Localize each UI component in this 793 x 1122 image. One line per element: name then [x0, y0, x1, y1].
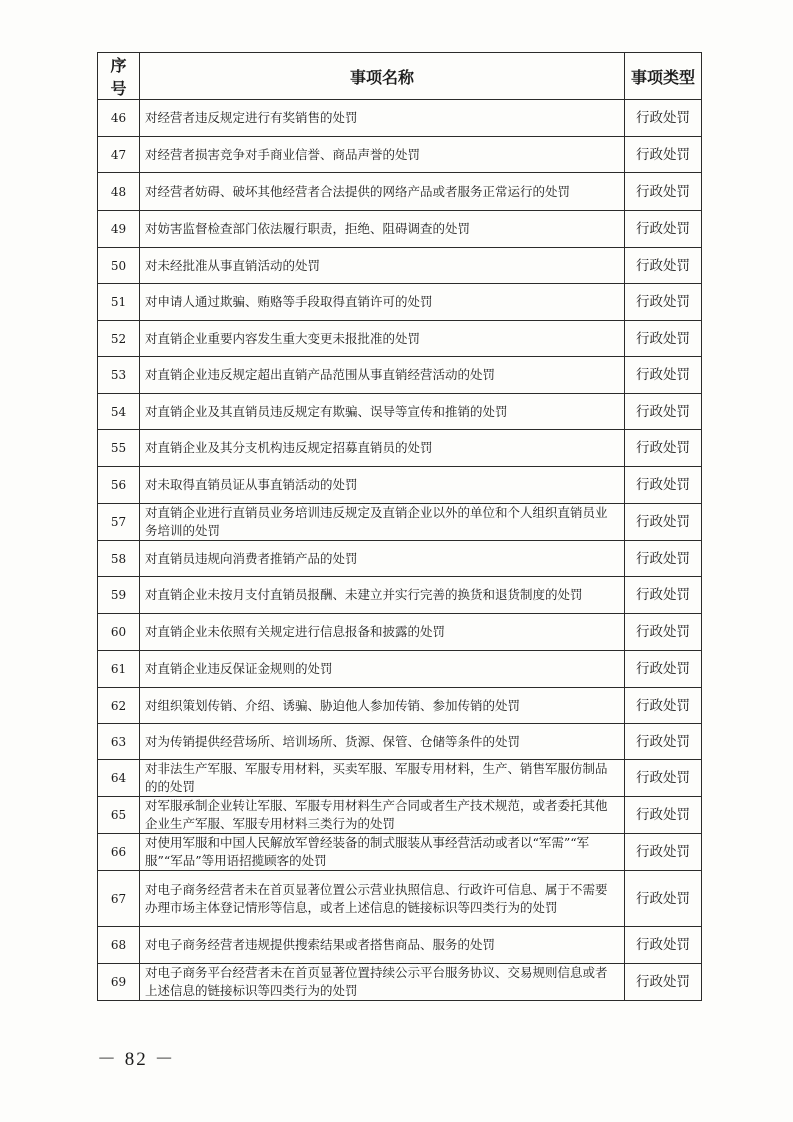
table-row — [98, 927, 702, 964]
table-row — [98, 834, 702, 871]
item-name-cell: 对未经批准从事直销活动的处罚 — [140, 248, 625, 284]
serial-number-cell: 62 — [98, 688, 140, 724]
item-type-cell: 行政处罚 — [625, 248, 702, 284]
header-serial-number: 序号 — [98, 53, 140, 100]
table-row — [98, 137, 702, 173]
item-name-cell: 对电子商务经营者未在首页显著位置公示营业执照信息、行政许可信息、属于不需要办理市场主体登记情形等信息，或者上述信息的链接标识等四类行为的处罚 — [140, 871, 625, 927]
table-row — [98, 284, 702, 321]
item-type-cell: 行政处罚 — [625, 467, 702, 504]
item-name-cell: 对直销企业违反保证金规则的处罚 — [140, 651, 625, 688]
item-type-cell: 行政处罚 — [625, 284, 702, 321]
item-type-cell: 行政处罚 — [625, 964, 702, 1001]
serial-number-cell: 69 — [98, 964, 140, 1001]
table-row — [98, 430, 702, 467]
table-row — [98, 541, 702, 577]
item-type-cell: 行政处罚 — [625, 577, 702, 614]
table-row — [98, 100, 702, 137]
serial-number-cell: 51 — [98, 284, 140, 321]
item-name-cell: 对直销企业重要内容发生重大变更未报批准的处罚 — [140, 321, 625, 357]
serial-number-cell: 64 — [98, 760, 140, 797]
table-row — [98, 173, 702, 211]
table-row — [98, 651, 702, 688]
table-row — [98, 614, 702, 651]
item-type-cell: 行政处罚 — [625, 430, 702, 467]
serial-number-cell: 68 — [98, 927, 140, 964]
serial-number-cell: 65 — [98, 797, 140, 834]
item-name-cell: 对电子商务平台经营者未在首页显著位置持续公示平台服务协议、交易规则信息或者上述信息的链接标识等四类行为的处罚 — [140, 964, 625, 1001]
table-row — [98, 688, 702, 724]
item-type-cell: 行政处罚 — [625, 651, 702, 688]
item-type-cell: 行政处罚 — [625, 100, 702, 137]
table-header-row — [98, 53, 702, 100]
table-row — [98, 724, 702, 760]
items-table — [97, 52, 702, 1001]
item-name-cell: 对直销企业违反规定超出直销产品范围从事直销经营活动的处罚 — [140, 357, 625, 394]
item-name-cell: 对经营者违反规定进行有奖销售的处罚 — [140, 100, 625, 137]
serial-number-cell: 61 — [98, 651, 140, 688]
serial-number-cell: 59 — [98, 577, 140, 614]
table-row — [98, 577, 702, 614]
table-row — [98, 871, 702, 927]
header-item-type: 事项类型 — [625, 53, 702, 100]
item-type-cell: 行政处罚 — [625, 871, 702, 927]
item-type-cell: 行政处罚 — [625, 357, 702, 394]
item-name-cell: 对直销企业及其直销员违反规定有欺骗、误导等宣传和推销的处罚 — [140, 394, 625, 430]
serial-number-cell: 63 — [98, 724, 140, 760]
item-name-cell: 对直销员违规向消费者推销产品的处罚 — [140, 541, 625, 577]
table-row — [98, 467, 702, 504]
item-type-cell: 行政处罚 — [625, 211, 702, 248]
item-type-cell: 行政处罚 — [625, 173, 702, 211]
item-type-cell: 行政处罚 — [625, 541, 702, 577]
serial-number-cell: 67 — [98, 871, 140, 927]
serial-number-cell: 49 — [98, 211, 140, 248]
item-type-cell: 行政处罚 — [625, 394, 702, 430]
serial-number-cell: 60 — [98, 614, 140, 651]
serial-number-cell: 52 — [98, 321, 140, 357]
serial-number-cell: 47 — [98, 137, 140, 173]
item-type-cell: 行政处罚 — [625, 760, 702, 797]
table-row — [98, 760, 702, 797]
table-row — [98, 964, 702, 1001]
item-type-cell: 行政处罚 — [625, 724, 702, 760]
table-row — [98, 321, 702, 357]
item-name-cell: 对经营者损害竞争对手商业信誉、商品声誉的处罚 — [140, 137, 625, 173]
header-item-name: 事项名称 — [140, 53, 625, 100]
item-type-cell: 行政处罚 — [625, 927, 702, 964]
serial-number-cell: 50 — [98, 248, 140, 284]
table-row — [98, 797, 702, 834]
table-row — [98, 211, 702, 248]
serial-number-cell: 56 — [98, 467, 140, 504]
item-name-cell: 对直销企业未依照有关规定进行信息报备和披露的处罚 — [140, 614, 625, 651]
item-type-cell: 行政处罚 — [625, 137, 702, 173]
table-row — [98, 394, 702, 430]
serial-number-cell: 57 — [98, 504, 140, 541]
serial-number-cell: 48 — [98, 173, 140, 211]
item-name-cell: 对经营者妨碍、破坏其他经营者合法提供的网络产品或者服务正常运行的处罚 — [140, 173, 625, 211]
item-name-cell: 对申请人通过欺骗、贿赂等手段取得直销许可的处罚 — [140, 284, 625, 321]
item-name-cell: 对电子商务经营者违规提供搜索结果或者搭售商品、服务的处罚 — [140, 927, 625, 964]
item-name-cell: 对组织策划传销、介绍、诱骗、胁迫他人参加传销、参加传销的处罚 — [140, 688, 625, 724]
serial-number-cell: 54 — [98, 394, 140, 430]
item-name-cell: 对直销企业及其分支机构违反规定招募直销员的处罚 — [140, 430, 625, 467]
item-name-cell: 对直销企业进行直销员业务培训违反规定及直销企业以外的单位和个人组织直销员业务培训的处罚 — [140, 504, 625, 541]
item-type-cell: 行政处罚 — [625, 688, 702, 724]
table-row — [98, 248, 702, 284]
serial-number-cell: 58 — [98, 541, 140, 577]
table-row — [98, 504, 702, 541]
item-name-cell: 对使用军服和中国人民解放军曾经装备的制式服装从事经营活动或者以“军需”“军服”“军品”等用语招揽顾客的处罚 — [140, 834, 625, 871]
item-name-cell: 对非法生产军服、军服专用材料，买卖军服、军服专用材料，生产、销售军服仿制品的的处罚 — [140, 760, 625, 797]
item-name-cell: 对军服承制企业转让军服、军服专用材料生产合同或者生产技术规范，或者委托其他企业生产军服、军服专用材料三类行为的处罚 — [140, 797, 625, 834]
serial-number-cell: 55 — [98, 430, 140, 467]
serial-number-cell: 53 — [98, 357, 140, 394]
serial-number-cell: 66 — [98, 834, 140, 871]
item-type-cell: 行政处罚 — [625, 321, 702, 357]
item-name-cell: 对直销企业未按月支付直销员报酬、未建立并实行完善的换货和退货制度的处罚 — [140, 577, 625, 614]
item-type-cell: 行政处罚 — [625, 834, 702, 871]
item-type-cell: 行政处罚 — [625, 614, 702, 651]
item-type-cell: 行政处罚 — [625, 797, 702, 834]
table-body — [98, 100, 702, 1001]
serial-number-cell: 46 — [98, 100, 140, 137]
item-name-cell: 对为传销提供经营场所、培训场所、货源、保管、仓储等条件的处罚 — [140, 724, 625, 760]
table-row — [98, 357, 702, 394]
item-type-cell: 行政处罚 — [625, 504, 702, 541]
item-name-cell: 对未取得直销员证从事直销活动的处罚 — [140, 467, 625, 504]
item-name-cell: 对妨害监督检查部门依法履行职责，拒绝、阻碍调查的处罚 — [140, 211, 625, 248]
page-number: － 82 － — [97, 1049, 176, 1070]
